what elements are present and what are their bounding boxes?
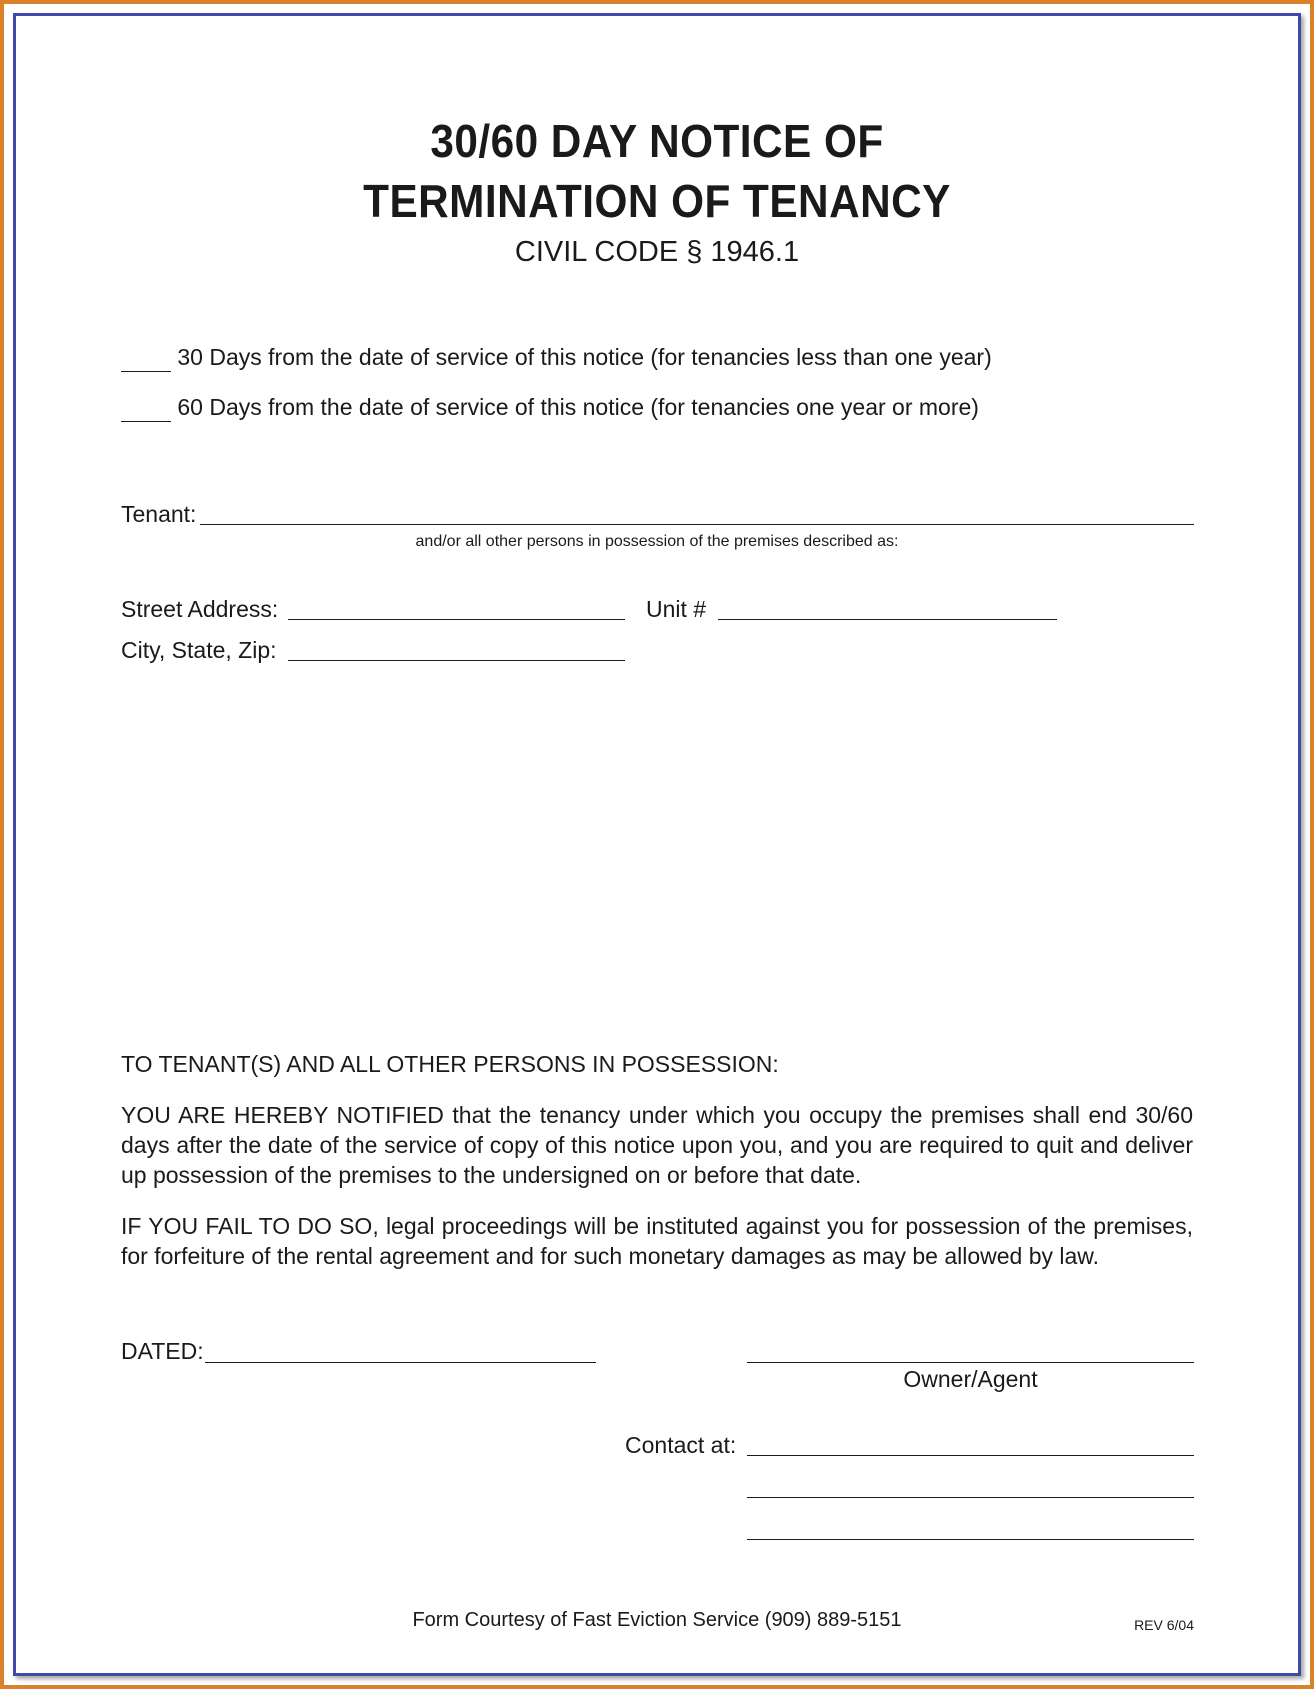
tenant-name-line[interactable] [200,524,1194,525]
street-address-label: Street Address: [121,596,279,622]
city-state-zip-line[interactable] [288,660,625,661]
street-address-line[interactable] [288,619,625,620]
dated-label: DATED: [121,1338,204,1364]
title-line-2: TERMINATION OF TENANCY [363,175,951,227]
revision-label: REV 6/04 [1134,1617,1194,1633]
option-60-label: 60 Days from the date of service of this notice (for tenancies one year or more) [177,394,979,420]
dated-line[interactable] [205,1362,596,1363]
contact-at-label: Contact at: [625,1432,737,1458]
notice-addressee: TO TENANT(S) AND ALL OTHER PERSONS IN POSSESSION: [121,1051,779,1077]
contact-line-2[interactable] [747,1497,1194,1498]
title-line-1: 30/60 DAY NOTICE OF [430,115,884,167]
tenant-label: Tenant: [121,501,197,527]
option-30-checkbox-blank[interactable] [121,371,171,372]
option-60-checkbox-blank[interactable] [121,421,171,422]
footer-courtesy: Form Courtesy of Fast Eviction Service (909) 889-5151 [412,1609,902,1631]
notice-paragraph-1: YOU ARE HEREBY NOTIFIED that the tenancy under which you occupy the premises shall end 30/60 days after the date of the service of copy of this notice upon you, and you are required to quit and deliver up possession of the premises to the undersigned on or before that date. [121,1102,1193,1188]
notice-paragraph-2: IF YOU FAIL TO DO SO, legal proceedings will be instituted against you for possession of the premises, for forfeiture of the rental agreement and for such monetary damages as may be allowed by law. [121,1213,1193,1269]
option-60-days [121,392,979,422]
option-30-label: 30 Days from the date of service of this notice (for tenancies less than one year) [177,344,992,370]
contact-line-3[interactable] [747,1539,1194,1540]
unit-line[interactable] [718,619,1057,620]
owner-agent-label: Owner/Agent [903,1366,1038,1392]
owner-signature-line[interactable] [747,1362,1194,1363]
contact-line-1[interactable] [747,1455,1194,1456]
unit-label: Unit # [646,596,707,622]
tenant-note: and/or all other persons in possession of the premises described as: [415,533,899,550]
city-state-zip-label: City, State, Zip: [121,637,277,663]
civil-code-subtitle: CIVIL CODE § 1946.1 [514,236,800,268]
option-30-days [121,342,992,372]
